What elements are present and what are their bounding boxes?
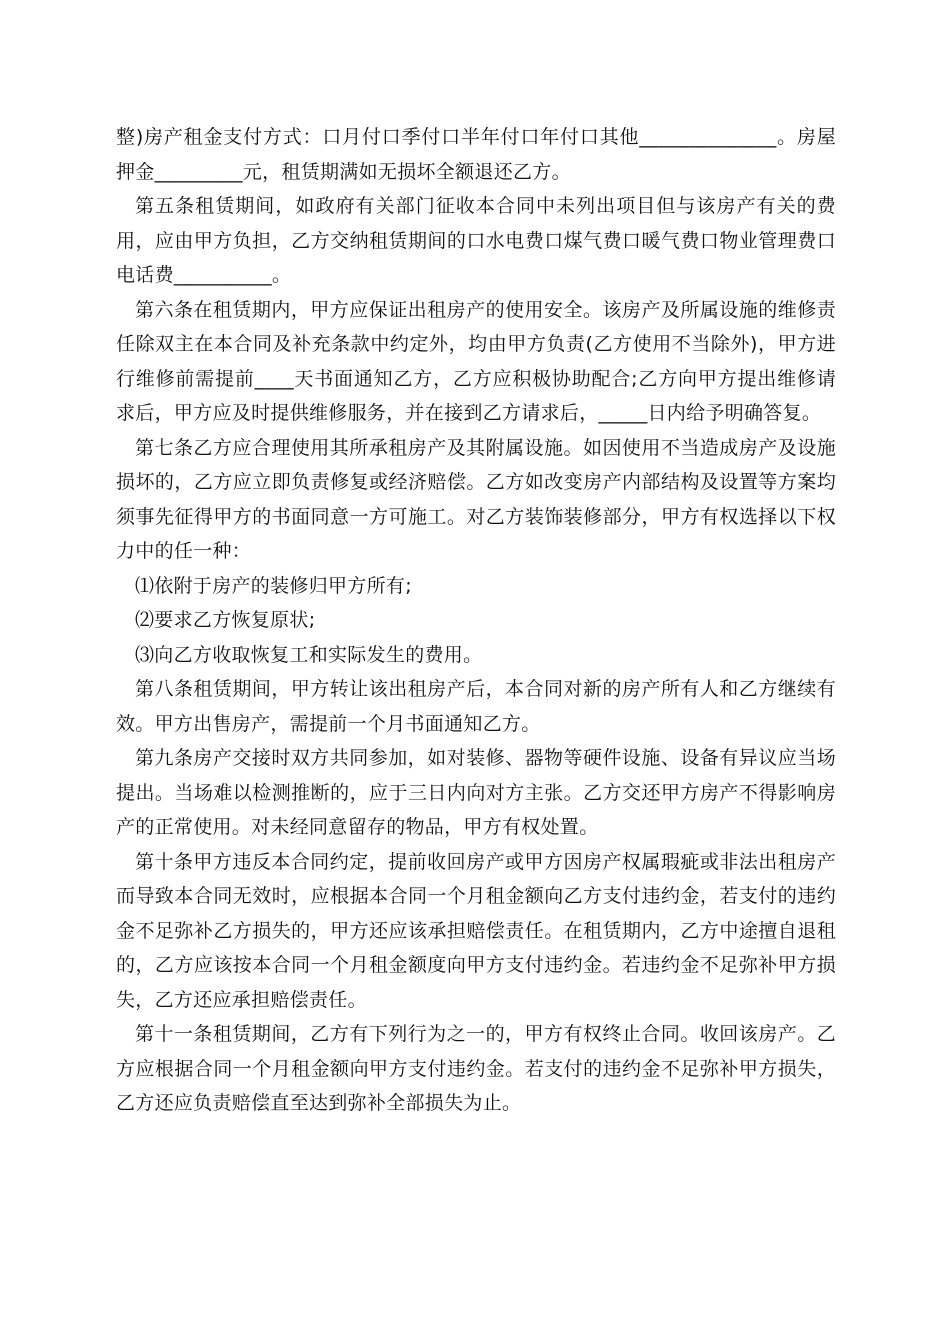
paragraph-article-10: 第十条甲方违反本合同约定，提前收回房产或甲方因房产权属瑕疵或非法出租房产而导致本合同无效时，应根据本合同一个月租金额向乙方支付违约金，若支付的违约金不足弥补乙方损失的，甲方还应该承担赔偿责任。在租赁期内，乙方中途擅自退租的，乙方应该按本合同一个月租金额度向甲方支付违约金。若违约金不足弥补甲方损失，乙方还应承担赔偿责任。 <box>116 850 836 1011</box>
paragraph-rent-payment: 整)房产租金支付方式：口月付口季付口半年付口年付口其他______________。房屋押金_________元，租赁期满如无损坏全额退还乙方。 <box>116 126 836 183</box>
paragraph-article-11: 第十一条租赁期间，乙方有下列行为之一的，甲方有权终止合同。收回该房产。乙方应根据合同一个月租金额向甲方支付违约金。若支付的违约金不足弥补甲方损失，乙方还应负责赔偿直至达到弥补全部损失为止。 <box>116 1023 836 1114</box>
paragraph-article-9: 第九条房产交接时双方共同参加，如对装修、器物等硬件设施、设备有异议应当场提出。当场难以检测推断的，应于三日内向对方主张。乙方交还甲方房产不得影响房产的正常使用。对未经同意留存的物品，甲方有权处置。 <box>116 747 836 838</box>
paragraph-article-6: 第六条在租赁期内，甲方应保证出租房产的使用安全。该房产及所属设施的维修责任除双主在本合同及补充条款中约定外，均由甲方负责(乙方使用不当除外)，甲方进行维修前需提前____天书面通知乙方，乙方应积极协助配合;乙方向甲方提出维修请求后，甲方应及时提供维修服务，并在接到乙方请求后，_____日内给予明确答复。 <box>116 298 836 424</box>
paragraph-article-7: 第七条乙方应合理使用其所承租房产及其附属设施。如因使用不当造成房产及设施损坏的，乙方应立即负责修复或经济赔偿。乙方如改变房产内部结构及设置等方案均须事先征得甲方的书面同意一方可施工。对乙方装饰装修部分，甲方有权选择以下权力中的任一种： <box>116 436 836 562</box>
paragraph-article-5: 第五条租赁期间，如政府有关部门征收本合同中未列出项目但与该房产有关的费用，应由甲方负担，乙方交纳租赁期间的口水电费口煤气费口暖气费口物业管理费口电话费__________。 <box>116 195 836 286</box>
list-item-option-2: ⑵要求乙方恢复原状; <box>135 609 316 631</box>
list-item-option-3: ⑶向乙方收取恢复工和实际发生的费用。 <box>135 643 483 666</box>
list-item-option-1: ⑴依附于房产的装修归甲方所有; <box>135 574 412 597</box>
document-body <box>116 120 836 1121</box>
paragraph-article-8: 第八条租赁期间，甲方转让该出租房产后，本合同对新的房产所有人和乙方继续有效。甲方出售房产，需提前一个月书面通知乙方。 <box>116 678 836 735</box>
